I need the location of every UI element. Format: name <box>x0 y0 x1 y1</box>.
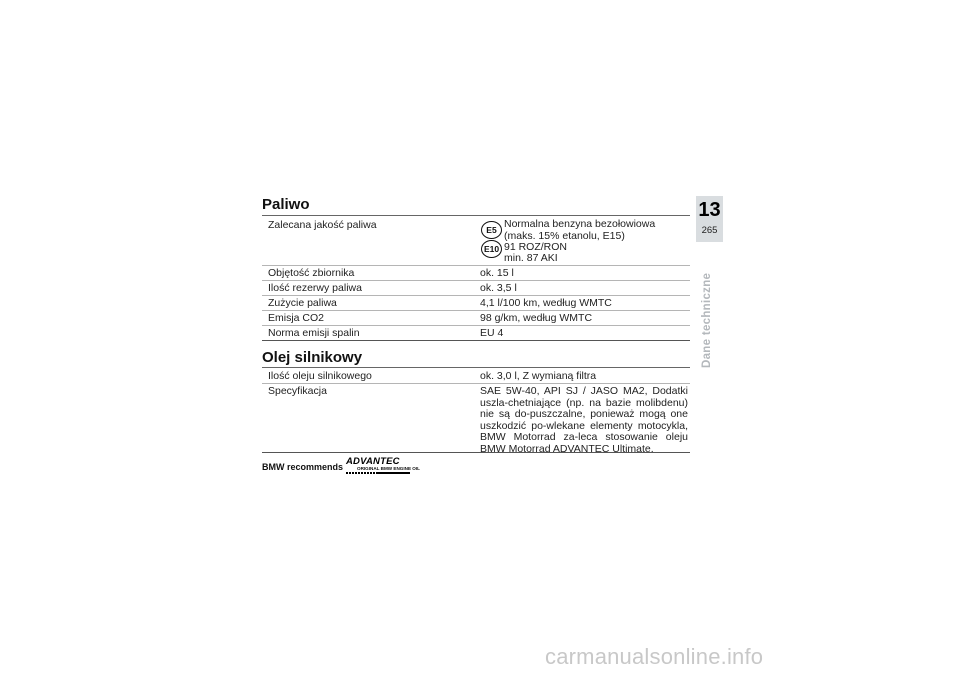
fuel-table-top-rule <box>262 215 690 216</box>
e10-fuel-icon: E10 <box>481 240 502 258</box>
fuel-section-title: Paliwo <box>262 196 310 213</box>
oil-quantity-label: Ilość oleju silnikowego <box>268 370 372 382</box>
reserve-fuel-value: ok. 3,5 l <box>480 282 517 294</box>
advantec-logo-name: ADVANTEC <box>346 456 400 467</box>
fuel-table-bottom-rule <box>262 340 690 341</box>
co2-emission-value: 98 g/km, według WMTC <box>480 312 593 324</box>
co2-emission-label: Emisja CO2 <box>268 312 325 324</box>
fuel-consumption-value: 4,1 l/100 km, według WMTC <box>480 297 612 309</box>
row-divider <box>262 310 690 311</box>
advantec-logo-bar <box>376 472 410 474</box>
row-divider <box>262 325 690 326</box>
oil-table-bottom-rule <box>262 452 690 453</box>
row-divider <box>262 280 690 281</box>
bmw-recommends-text: BMW recommends <box>262 462 344 472</box>
oil-spec-label: Specyfikacja <box>268 385 327 397</box>
tank-capacity-label: Objętość zbiornika <box>268 267 355 279</box>
oil-spec-value: SAE 5W-40, API SJ / JASO MA2, Dodatki uszla-chetniające (np. na bazie molibdenu) nie są do-puszczalne, ponieważ mogą one uszkodzić po-wlekane elementy motocykla, BMW Motorrad za-leca stosowanie oleju BMW Motorrad ADVANTEC Ultimate. <box>480 385 688 455</box>
chapter-side-title: Dane techniczne <box>701 272 713 368</box>
emission-norm-value: EU 4 <box>480 327 504 339</box>
reserve-fuel-label: Ilość rezerwy paliwa <box>268 282 362 294</box>
row-divider <box>262 265 690 266</box>
oil-table-top-rule <box>262 367 690 368</box>
fuel-quality-value-1: Normalna benzyna bezołowiowa (maks. 15% etanolu, E15) <box>504 218 656 242</box>
emission-norm-label: Norma emisji spalin <box>268 327 360 339</box>
fuel-quality-label: Zalecana jakość paliwa <box>268 219 377 231</box>
fuel-quality-value-3: min. 87 AKI <box>504 252 558 264</box>
fuel-consumption-label: Zużycie paliwa <box>268 297 337 309</box>
tank-capacity-value: ok. 15 l <box>480 267 514 279</box>
advantec-logo-stripes <box>346 472 376 474</box>
chapter-number: 13 <box>698 199 721 221</box>
fuel-quality-value-2: 91 ROZ/RON <box>504 241 568 253</box>
chapter-tab <box>696 196 723 242</box>
oil-quantity-value: ok. 3,0 l, Z wymianą filtra <box>480 370 597 382</box>
watermark: carmanualsonline.info <box>545 644 764 669</box>
advantec-logo <box>346 456 420 478</box>
page-number: 265 <box>701 225 718 236</box>
e5-fuel-icon: E5 <box>481 221 502 239</box>
advantec-logo-subtitle: ORIGINAL BMW ENGINE OIL <box>357 466 420 471</box>
oil-section-title: Olej silnikowy <box>262 349 363 366</box>
row-divider <box>262 295 690 296</box>
row-divider <box>262 383 690 384</box>
